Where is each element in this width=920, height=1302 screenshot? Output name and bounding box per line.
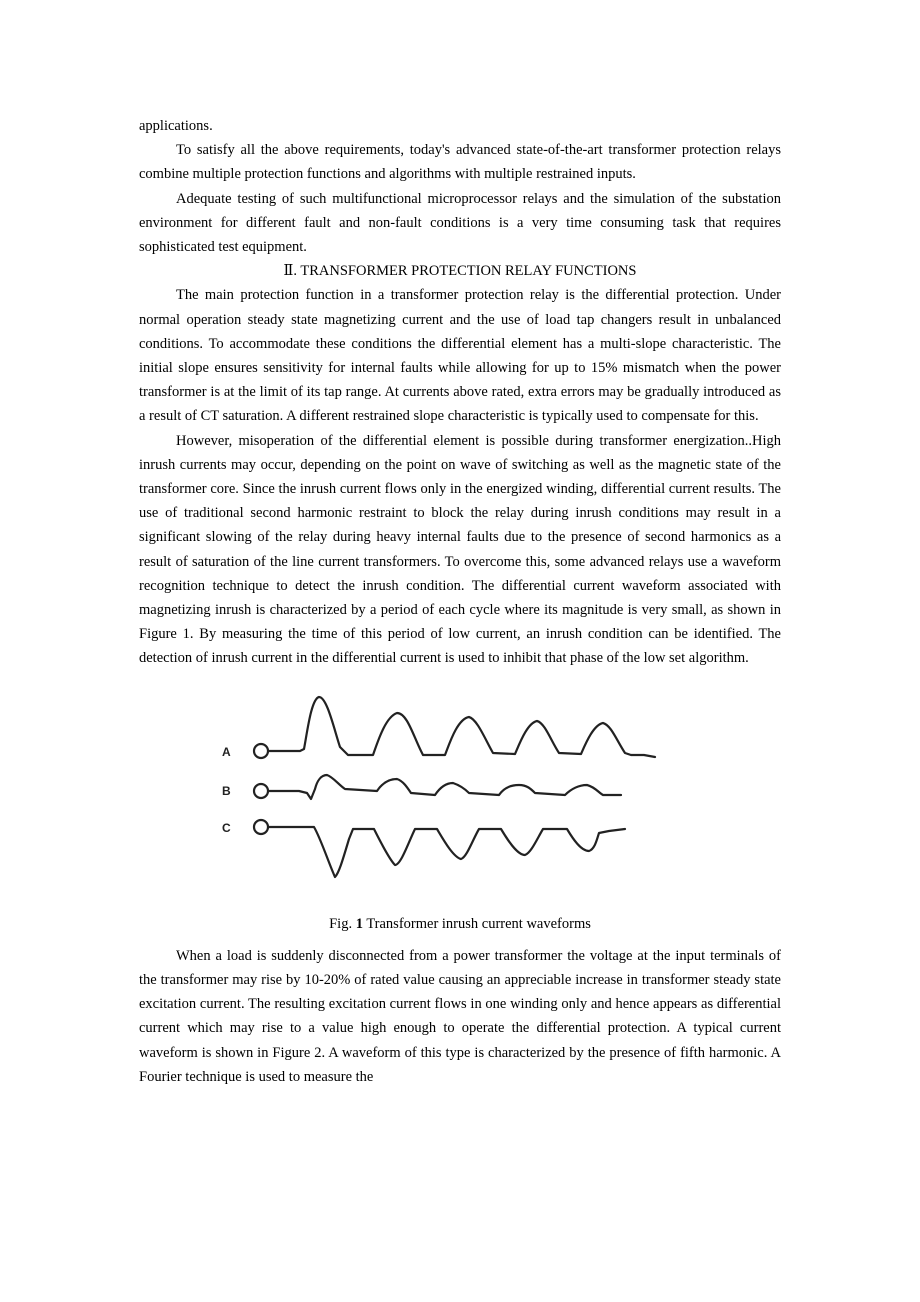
phase-b-label: B bbox=[222, 783, 231, 798]
waveform-drawing bbox=[139, 689, 781, 904]
caption-prefix: Fig. bbox=[329, 915, 356, 932]
paragraph-inrush: However, misoperation of the differential element is possible during transformer energization..High inrush currents may occur, depending on the point on wave of switching as well as the magnetic state of the transformer core. Since the inrush current flows only in the energized winding, differential current results. The use of traditional second harmonic restraint to block the relay during inrush conditions may result in a significant slowing of the relay during heavy internal faults due to the presence of second harmonics as a result of saturation of the line current transformers. To overcome this, some advanced relays use a waveform recognition technique to detect the inrush condition. The differential current waveform associated with magnetizing inrush is characterized by a period of each cycle where its magnitude is very small, as shown in Figure 1. By measuring the time of this period of low current, an inrush condition can be identified. The detection of inrush current in the differential current is used to inhibit that phase of the low set algorithm. bbox=[139, 432, 781, 667]
phase-a-label: A bbox=[222, 744, 231, 759]
phase-c-label: C bbox=[222, 820, 231, 835]
paragraph-load-disconnect: When a load is suddenly disconnected from a power transformer the voltage at the input terminals of the transformer may rise by 10-20% of rated value causing an appreciable increase in transformer steady state excitation current. The resulting excitation current flows in one winding only and hence appears as differential current which may rise to a value high enough to operate the differential protection. A typical current waveform is shown in Figure 2. A waveform of this type is characterized by the presence of fifth harmonic. A Fourier technique is used to measure the bbox=[139, 947, 781, 1085]
phase-a-terminal-icon bbox=[254, 744, 268, 758]
paragraph-continuation: applications. bbox=[139, 118, 213, 134]
paragraph-testing: Adequate testing of such multifunctional microprocessor relays and the simulation of the substation environment for different fault and non-fault conditions is a very time consuming task that requires sophisticated test equipment. bbox=[139, 190, 781, 256]
caption-text: Transformer inrush current waveforms bbox=[362, 915, 591, 932]
figure-caption bbox=[139, 912, 781, 936]
document-page bbox=[139, 114, 781, 1089]
paragraph-requirements: To satisfy all the above requirements, today's advanced state-of-the-art transformer protection relays combine multiple protection functions and algorithms with multiple restrained inputs. bbox=[139, 142, 781, 183]
section-heading: Ⅱ. TRANSFORMER PROTECTION RELAY FUNCTIONS bbox=[283, 263, 637, 280]
figure-inrush-waveforms bbox=[139, 689, 781, 904]
paragraph-differential-protection: The main protection function in a transformer protection relay is the differential protection. Under normal operation steady state magnetizing current and the use of load tap changers result in unbalanced conditions. To accommodate these conditions the differential element has a multi-slope characteristic. The initial slope ensures sensitivity for internal faults while allowing for up to 15% mismatch when the power transformer is at the limit of its tap range. At currents above rated, extra errors may be gradually introduced as a result of CT saturation. A different restrained slope characteristic is typically used to compensate for this. bbox=[139, 287, 781, 425]
phase-c-terminal-icon bbox=[254, 820, 268, 834]
phase-b-terminal-icon bbox=[254, 784, 268, 798]
phase-b-waveform bbox=[268, 775, 621, 799]
caption-number: 1 bbox=[355, 915, 363, 932]
phase-c-waveform bbox=[268, 827, 625, 877]
phase-a-waveform bbox=[268, 697, 655, 757]
